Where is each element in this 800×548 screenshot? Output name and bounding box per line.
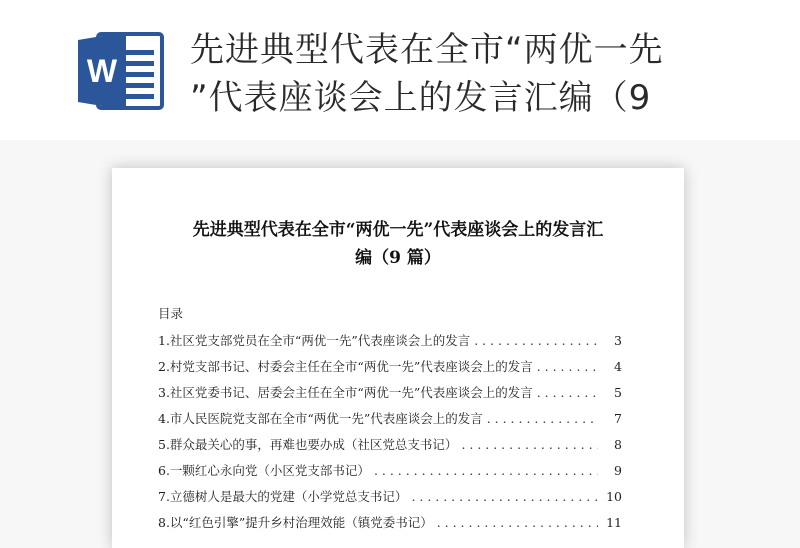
toc-entry[interactable] [158,458,622,484]
toc-page-number: 7 [614,411,622,426]
toc-leader-dots [411,484,598,510]
toc-entry-text: 2.村党支部书记、村委会主任在全市“两优一先”代表座谈会上的发言 [158,359,533,374]
toc-page-number: 10 [606,489,622,504]
toc-entry-text: 1.社区党支部党员在全市“两优一先”代表座谈会上的发言 [158,333,471,348]
toc-heading: 目录 [158,306,184,321]
toc-entry-text: 8.以“红色引擎”提升乡村治理效能（镇党委书记） [158,515,433,530]
toc-leader-dots [474,328,598,354]
toc-entry[interactable] [158,380,622,406]
document-title-line2: 编（9 篇） [355,248,441,268]
toc-leader-dots [461,432,598,458]
toc-entry-text: 5.群众最关心的事，再难也要办成（社区党总支书记） [158,437,458,452]
toc-entry[interactable] [158,354,622,380]
toc-entry-text: 3.社区党委书记、居委会主任在全市“两优一先”代表座谈会上的发言 [158,385,533,400]
toc-entry[interactable] [158,328,622,354]
toc-page-number: 11 [606,515,622,530]
document-title [152,216,644,272]
toc-leader-dots [537,380,598,406]
toc-leader-dots [374,458,598,484]
toc-leader-dots [487,406,598,432]
toc-entry[interactable] [158,510,622,536]
toc-entry-text: 6.一颗红心永向党（小区党支部书记） [158,463,370,478]
toc-leader-dots [437,510,598,536]
toc-entry-text: 7.立德树人是最大的党建（小学党总支书记） [158,489,408,504]
toc-page-number: 5 [614,385,622,400]
page-title-line1: 先进典型代表在全市“两优一先 [190,30,664,70]
document-title-line1: 先进典型代表在全市“两优一先”代表座谈会上的发言汇 [192,220,604,240]
toc-entry[interactable] [158,484,622,510]
word-icon-letter: W [86,53,118,89]
page-title [190,26,750,122]
page-title-line2: ”代表座谈会上的发言汇编（9 [190,78,652,118]
document-page [112,168,684,548]
word-doc-icon [74,28,166,114]
header [0,0,800,140]
table-of-contents [158,328,622,536]
toc-page-number: 9 [614,463,622,478]
toc-page-number: 4 [614,359,622,374]
toc-leader-dots [537,354,598,380]
toc-entry[interactable] [158,406,622,432]
toc-entry-text: 4.市人民医院党支部在全市“两优一先”代表座谈会上的发言 [158,411,483,426]
toc-page-number: 8 [614,437,622,452]
toc-entry[interactable] [158,432,622,458]
toc-page-number: 3 [614,333,622,348]
